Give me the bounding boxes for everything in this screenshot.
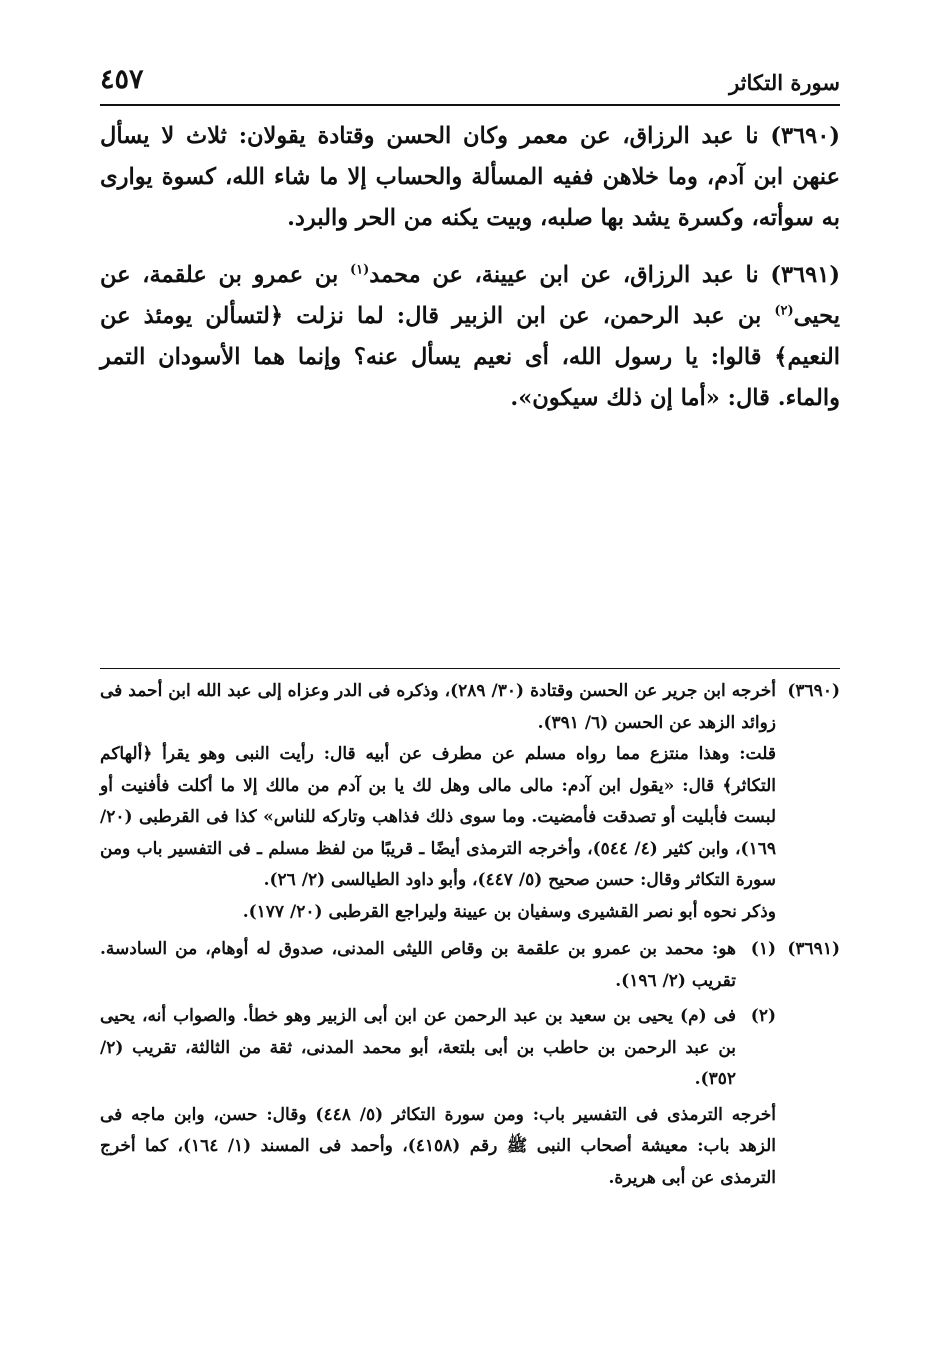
footnotes	[100, 676, 840, 1200]
hadith-text-part: بن عمرو بن علقمة، عن يحيى	[100, 262, 840, 329]
footnote-text: أخرجه الترمذى فى التفسير باب: ومن سورة التكاثر (٥/ ٤٤٨) وقال: حسن، وابن ماجه فى الزهد باب: معيشة أصحاب النبى ﷺ رقم (٤١٥٨)، وأحمد فى المسند (١/ ١٦٤)، كما أخرج الترمذى عن أبى هريرة.	[100, 1104, 777, 1188]
hadith-number: (٣٦٩٠)	[770, 123, 840, 149]
footnote-text: فى (م) يحيى بن سعيد بن عبد الرحمن عن ابن أبى الزبير وهو خطأ. والصواب أنه، يحيى بن عبد الرحمن بن حاطب بن أبى بلتعة، أبو محمد المدنى، ثقة من الثالثة، تقريب (٢/ ٣٥٢).	[100, 1006, 736, 1089]
hadith-text-part: قالوا: يا رسول الله، أى نعيم يسأل عنه؟ وإنما هما الأسودان التمر والماء. قال: «أما إن ذلك سيكون».	[100, 344, 840, 411]
page-number: ٤٥٧	[100, 64, 144, 95]
footnote-3690	[100, 676, 840, 928]
hadith-text-part: بن عبد الرحمن، عن ابن الزبير قال: لما نزلت	[296, 303, 762, 329]
hadith-number: (٣٦٩١)	[770, 262, 841, 288]
footnote-text: قلت: وهذا منتزع مما رواه مسلم عن مطرف عن أبيه قال: رأيت النبى وهو يقرأ ﴿ألهاكم التكاثر﴾ قال: «يقول ابن آدم: مالى مالى وهل لك يا بن آدم من مالك إلا ما أكلت فأفنيت أو لبست فأبليت أو تصدقت فأمضيت. وما سوى ذلك فذاهب وتاركه للناس» كذا فى القرطبى (٢٠/ ١٦٩)، وابن كثير (٤/ ٥٤٤)، وأخرجه الترمذى أيضًا ـ قريبًا من لفظ مسلم ـ فى التفسير باب ومن سورة التكاثر وقال: حسن صحيح (٥/ ٤٤٧)، وأبو داود الطيالسى (٢/ ٢٦).	[100, 744, 776, 890]
footnote-3691	[100, 934, 840, 1194]
quran-quote: ﴿لتسألن يومئذ عن النعيم﴾	[100, 303, 840, 370]
surah-title: سورة التكاثر	[729, 70, 840, 95]
footnote-label: (٣٦٩١)	[787, 939, 840, 959]
page-header	[100, 62, 840, 102]
hadith-3690	[100, 116, 840, 239]
footnote-label: (٣٦٩٠)	[787, 681, 840, 701]
footnote-text: وذكر نحوه أبو نصر القشيرى وسفيان بن عيينة وليراجع القرطبى (٢٠/ ١٧٧).	[242, 901, 776, 922]
hadith-text-part: نا عبد الرزاق، عن ابن عيينة، عن محمد	[369, 262, 759, 288]
footnote-ref: (١)	[349, 262, 370, 278]
footnote-sub-label: (١)	[750, 939, 776, 959]
main-text	[100, 116, 840, 435]
hadith-text: نا عبد الرزاق، عن معمر وكان الحسن وقتادة يقولان: ثلاث لا يسأل عنهن ابن آدم، وما خلاهن ففيه المسألة والحساب إلا ما شاء الله، كسوة يوارى به سوأته، وكسرة يشد بها صلبه، وبيت يكنه من الحر والبرد.	[100, 123, 840, 231]
footnote-ref: (٢)	[774, 303, 794, 319]
footnote-text: هو: محمد بن عمرو بن علقمة بن وقاص الليثى المدنى، صدوق له أوهام، من السادسة. تقريب (٢/ ١٩٦).	[100, 939, 736, 991]
footnote-text: أخرجه ابن جرير عن الحسن وقتادة (٣٠/ ٢٨٩)، وذكره فى الدر وعزاه إلى عبد الله ابن أحمد فى زوائد الزهد عن الحسن (٦/ ٣٩١).	[100, 681, 776, 733]
footnote-sub-label: (٢)	[750, 1006, 776, 1026]
header-rule	[100, 104, 840, 106]
hadith-3691	[100, 255, 840, 419]
footnote-separator	[100, 668, 840, 669]
